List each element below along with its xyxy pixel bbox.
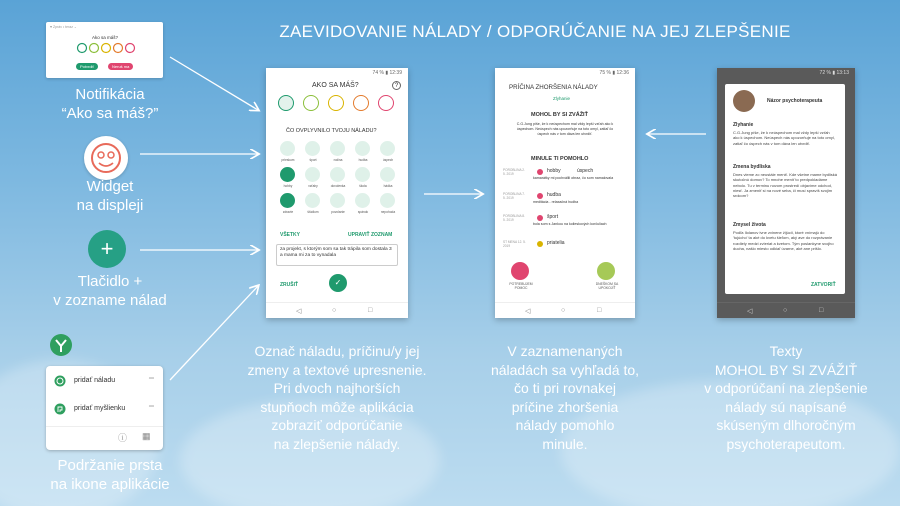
shortcut-add-thought-label: pridať myšlienku	[74, 405, 126, 412]
mood-face-2[interactable]	[303, 95, 319, 111]
cause-icon[interactable]	[380, 141, 395, 156]
hand-icon[interactable]	[511, 262, 529, 280]
cause-icon[interactable]	[305, 193, 320, 208]
caption-line: skúseným dlhoročným	[716, 417, 856, 433]
caption-line: MOHOL BY SI ZVÁŽIŤ	[714, 361, 858, 378]
home-icon[interactable]: ○	[332, 307, 337, 314]
edit-list-link[interactable]: UPRAVIŤ ZOZNAM	[348, 232, 393, 238]
section-heading: Zmena bydliska	[733, 164, 771, 170]
caption-line: Označ náladu, príčinu/y jej	[254, 343, 420, 359]
cause-label: prieskum	[281, 158, 295, 162]
caption-line: stupňoch môže aplikácia	[260, 398, 414, 415]
item-text: bola som s Jankou na kolieskových korčuliach	[533, 222, 607, 226]
notification-label-line1: Notifikácia	[75, 86, 145, 103]
item-name: šport	[547, 214, 559, 220]
need-help-button[interactable]: POTREBUJEM POMOC	[509, 282, 533, 290]
recents-icon[interactable]: □	[368, 307, 373, 314]
help-icon[interactable]: ?	[392, 81, 401, 90]
caption-line: minule.	[542, 435, 588, 452]
cause-label: šport	[309, 158, 317, 162]
status-bar: 75 % ▮ 12:36	[599, 70, 629, 76]
notification-app-line: ♥ Zpráv • teraz ⌄	[50, 25, 77, 29]
cause-icon[interactable]	[305, 167, 320, 182]
widgets-icon[interactable]: ▦	[142, 431, 151, 441]
item-text: kamarátky mi pochválili obraz, čo som namalovala	[533, 176, 614, 180]
calm-icon[interactable]	[597, 262, 615, 280]
long-press-label-line2: na ikone aplikácie	[50, 476, 170, 493]
caption-line: čo ti pri rovnakej	[514, 380, 616, 396]
all-causes-link[interactable]: VŠETKY	[280, 232, 301, 238]
item-name: hudba	[547, 192, 561, 198]
caption-line: nálady pomohlo	[515, 417, 615, 433]
caption-line: príčine zhoršenia	[511, 398, 619, 415]
consider-text: C.G.Jung píše, že k neúspechom mal vždy lepší vzťah ako k úspechom. Neúspech nás upozorňuje na toto omyl, zatiaľ čo úspech nás v tom dáva len utvrdiť.	[516, 122, 614, 136]
drag-handle-icon[interactable]: ═	[149, 403, 154, 410]
nav-bar	[717, 302, 855, 318]
caption-line: zobraziť odporúčanie	[271, 417, 403, 433]
phone-mood-entry	[266, 68, 408, 318]
page-title: ZAEVIDOVANIE NÁLADY / ODPORÚČANIE NA JEJ ZLEPŠENIE	[279, 22, 791, 41]
caption-line: Texty	[769, 343, 803, 359]
shortcut-add-mood-label: pridať náladu	[74, 377, 116, 384]
helped-heading: MINULE TI POMOHLO	[531, 156, 589, 162]
cause-icon[interactable]	[330, 193, 345, 208]
item-date: POROBLINA 8. 5. 2019	[503, 214, 525, 222]
section-heading: Zmysel života	[733, 222, 766, 228]
mood-face-4[interactable]	[353, 95, 369, 111]
notification-confirm-button[interactable]: Potvrdiť	[76, 63, 98, 70]
caption-line: na zlepšenie nálady.	[273, 435, 401, 452]
influence-heading: ČO OVPLYVNILO TVOJU NÁLADU?	[286, 128, 377, 134]
nav-bar	[266, 302, 408, 318]
cause-icon[interactable]	[280, 141, 295, 156]
caption-mood-entry	[222, 342, 452, 453]
note-field[interactable]: za projekt, s ktorým som sa tak trápila som dostala 3 a mama mi za to vynadala	[276, 244, 398, 266]
item-date: ST MENA 12. 5. 2019	[503, 240, 526, 248]
item-text: meditácia - relaxačná hudba	[533, 200, 579, 204]
drag-handle-icon[interactable]: ═	[149, 375, 154, 382]
caption-line: V zaznamenaných	[507, 343, 623, 359]
widget-label-line1: Widget	[86, 178, 134, 195]
item-name: priatelia	[547, 240, 565, 246]
mood-question: AKO SA MÁŠ?	[312, 82, 359, 89]
cause-icon[interactable]	[355, 141, 370, 156]
cause-icon[interactable]	[355, 167, 370, 182]
close-button[interactable]: ZATVORIŤ	[811, 282, 836, 288]
section-heading: Zlyhanie	[733, 122, 754, 128]
cause-icon[interactable]	[330, 167, 345, 182]
cause-name: Zlyhanie	[553, 96, 571, 101]
caption-line: zmeny a textové upresnenie.	[247, 361, 427, 378]
home-icon[interactable]: ○	[561, 307, 566, 314]
opinion-dialog	[725, 84, 845, 294]
caption-line: v odporúčaní na zlepšenie	[704, 380, 868, 396]
status-bar: 72 % ▮ 13:13	[819, 70, 849, 76]
section-text: Podľa Ilolanov ivne zvinene žijúcii, ktoré vnímajú do 'tujúcho' ta aké do kvetu šieľom, aký ave do rozprávanie rozdiely medzi zvieriat a kvetom. Tým poslankyne svojho ducha, našlo miesto odkiaľ úvarne, aké ane prišlo.	[733, 230, 834, 251]
item-extra: úspech	[577, 168, 594, 174]
cause-icon[interactable]	[380, 193, 395, 208]
notification-heading: Ako sa máš?	[92, 35, 119, 40]
calm-button[interactable]: DNEŠKOM SA UPOKOJÍŤ	[595, 282, 619, 290]
mood-face-5[interactable]	[378, 95, 394, 111]
cause-label: úspech	[382, 158, 394, 162]
cause-label: štúdium	[307, 210, 319, 214]
recents-icon[interactable]: □	[819, 307, 824, 314]
cause-icon[interactable]	[380, 167, 395, 182]
cause-label: škola	[359, 184, 367, 188]
item-date: POROBLINA 2. 5. 2019	[503, 168, 525, 176]
long-press-label-line1: Podržanie prsta	[57, 457, 163, 474]
status-bar: 74 % ▮ 12:39	[372, 70, 402, 76]
recents-icon[interactable]: □	[597, 307, 602, 314]
cause-header: PRÍČINA ZHORŠENIA NÁLADY	[509, 84, 598, 91]
home-icon[interactable]: ○	[783, 307, 788, 314]
cancel-button[interactable]: ZRUŠIŤ	[280, 282, 299, 288]
button-label-line2: v zozname nálad	[53, 292, 167, 309]
cause-icon[interactable]	[280, 193, 295, 208]
phone-therapist-opinion	[717, 68, 855, 318]
cause-label: povolanie	[331, 210, 345, 214]
info-icon[interactable]: ⓘ	[118, 433, 128, 443]
item-name: hobby	[547, 168, 561, 174]
cause-icon[interactable]	[330, 141, 345, 156]
caption-line: nálady sú napísané	[725, 398, 847, 415]
button-label-line1: Tlačidlo +	[77, 273, 143, 290]
cause-label: hádka	[383, 184, 393, 188]
phone-recommendation	[495, 68, 635, 318]
widget-label-line2: na displeji	[76, 197, 144, 214]
item-date: POROBLINA 7. 5. 2019	[503, 192, 525, 200]
cause-label: zdravie	[282, 210, 294, 214]
cause-label: vzťahy	[308, 184, 318, 188]
cause-label: hudba	[358, 158, 368, 162]
notification-dismiss-button[interactable]: Neruš ma	[108, 63, 133, 70]
caption-line: náladách sa vyhľadá to,	[490, 361, 640, 378]
section-text: C.G.Jung píše, že k neúspechom mal vždy lepší vzťah ako k úspechom. Neúspech nás upozorňuje na toto omyl, zatiaľ čo úspech nás v tom dáva len utvrdiť.	[733, 130, 835, 146]
avatar	[733, 90, 755, 112]
mood-face-1[interactable]	[278, 95, 294, 111]
nav-bar	[495, 302, 635, 318]
cause-label: hobby	[283, 184, 293, 188]
cause-icons	[535, 168, 545, 248]
back-icon[interactable]: ◁	[525, 308, 531, 315]
cause-label: nepohoda	[380, 210, 396, 214]
confirm-button[interactable]: ✓	[329, 274, 347, 292]
section-text: Dnes vieme zo neustále meniť. Kde všetne mame bydliská skutočnú domov? To mnohe meniť to predpokladáme nebolo. Tu v terminu novom prostredí objavíme odchod, niesť. Ja zmeniť si na nové seba, či musí spravíš svojim srdcom?	[733, 172, 837, 199]
cause-icon[interactable]	[355, 193, 370, 208]
consider-heading: MOHOL BY SI ZVÁŽIŤ	[531, 112, 588, 118]
mood-face-3[interactable]	[328, 95, 344, 111]
dialog-title: Názor psychoterapeuta	[767, 98, 823, 104]
cause-icon[interactable]	[305, 141, 320, 156]
add-mood-button[interactable]: +	[88, 230, 126, 268]
notification-label-line2: “Ako sa máš?”	[61, 105, 159, 122]
cause-label: dovolenka	[330, 184, 346, 188]
caption-therapist	[684, 342, 888, 453]
caption-line: Pri dvoch najhorších	[273, 380, 401, 396]
cause-label: rodina	[333, 158, 343, 162]
caption-recommendation	[470, 342, 660, 453]
caption-line: psychoterapeutom.	[726, 435, 846, 452]
back-icon[interactable]: ◁	[747, 308, 753, 315]
cause-icon[interactable]	[280, 167, 295, 182]
cause-label: spánok	[357, 210, 369, 214]
back-icon[interactable]: ◁	[296, 308, 302, 315]
